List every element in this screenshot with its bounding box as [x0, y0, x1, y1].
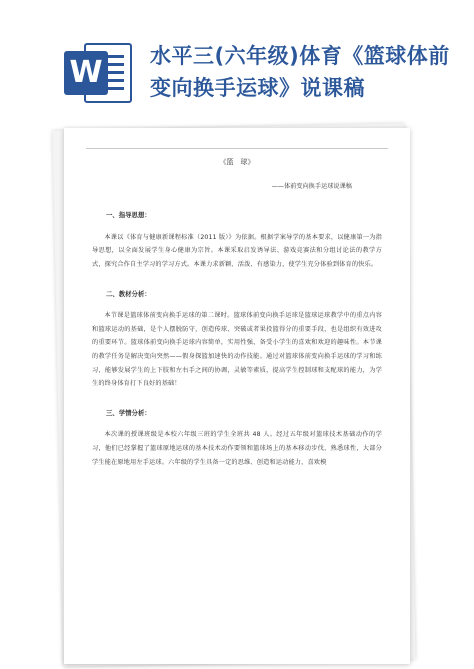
document-preview — [64, 128, 410, 664]
word-letter-tile: W — [64, 51, 108, 95]
section-heading: 二、教材分析： — [106, 289, 151, 298]
section-heading: 三、学情分析： — [106, 408, 151, 417]
document-title: 《篮 球》 — [219, 158, 255, 166]
section-heading: 一、指导思想： — [106, 211, 151, 220]
section-paragraph: 本课以《体育与健康新课程标准（2011 版）》为依据。根据学案导学的基本要求，以健康第一为指导思想，以全面发展学生身心健康为宗旨。本课采取启发诱导法、游戏竞赛法和分组讨论法的教学方式，探究合作自主学习的学习方式。本课力求新颖、活泼、有感染力，使学生充分体验到体育的快乐。 — [92, 233, 382, 268]
document-body — [92, 156, 382, 469]
page-title: 水平三(六年级)体育《篮球体前变向换手运球》说课稿 — [150, 44, 450, 100]
section-paragraph: 本节课是篮球体前变向换手运球的第二课时。篮球体前变向换手运球是篮球运球教学中的重点内容和篮球运动的基础，是个人摆脱防守，创造传球、突破或者果投篮得分的重要手段，也是组织有效进攻的重要环节。篮球体前变向换手运球内容简单，实用性强，备受小学生的喜欢和欢迎的趣味性。本节课的教学任务是解决变向突然——假身探篮加速快的动作技能。通过对篮球体前变向换手运球的学习和练习，能够发展学生的上下肢和左右手之间的协调，灵敏等素质，提高学生控制球和支配球的能力，为学生的终身体育打下良好的基础！ — [92, 312, 382, 388]
document-subtitle: ——体前变向换手运球说课稿 — [271, 182, 352, 190]
header-banner — [0, 0, 474, 118]
page-header-rule — [86, 148, 388, 149]
section-paragraph: 本次课的授课班级是本校六年级三班的学生全班共 48 人。经过五年级对篮球技术基础动作的学习，他们已经掌握了篮球原地运球的基本技术动作要领和篮球场上的基本移动步伐，熟悉球性，大部分学生能在原地用左手运球。六年级的学生具备一定的思维、创造和运动能力，喜欢模 — [92, 431, 382, 466]
word-icon — [64, 41, 134, 107]
